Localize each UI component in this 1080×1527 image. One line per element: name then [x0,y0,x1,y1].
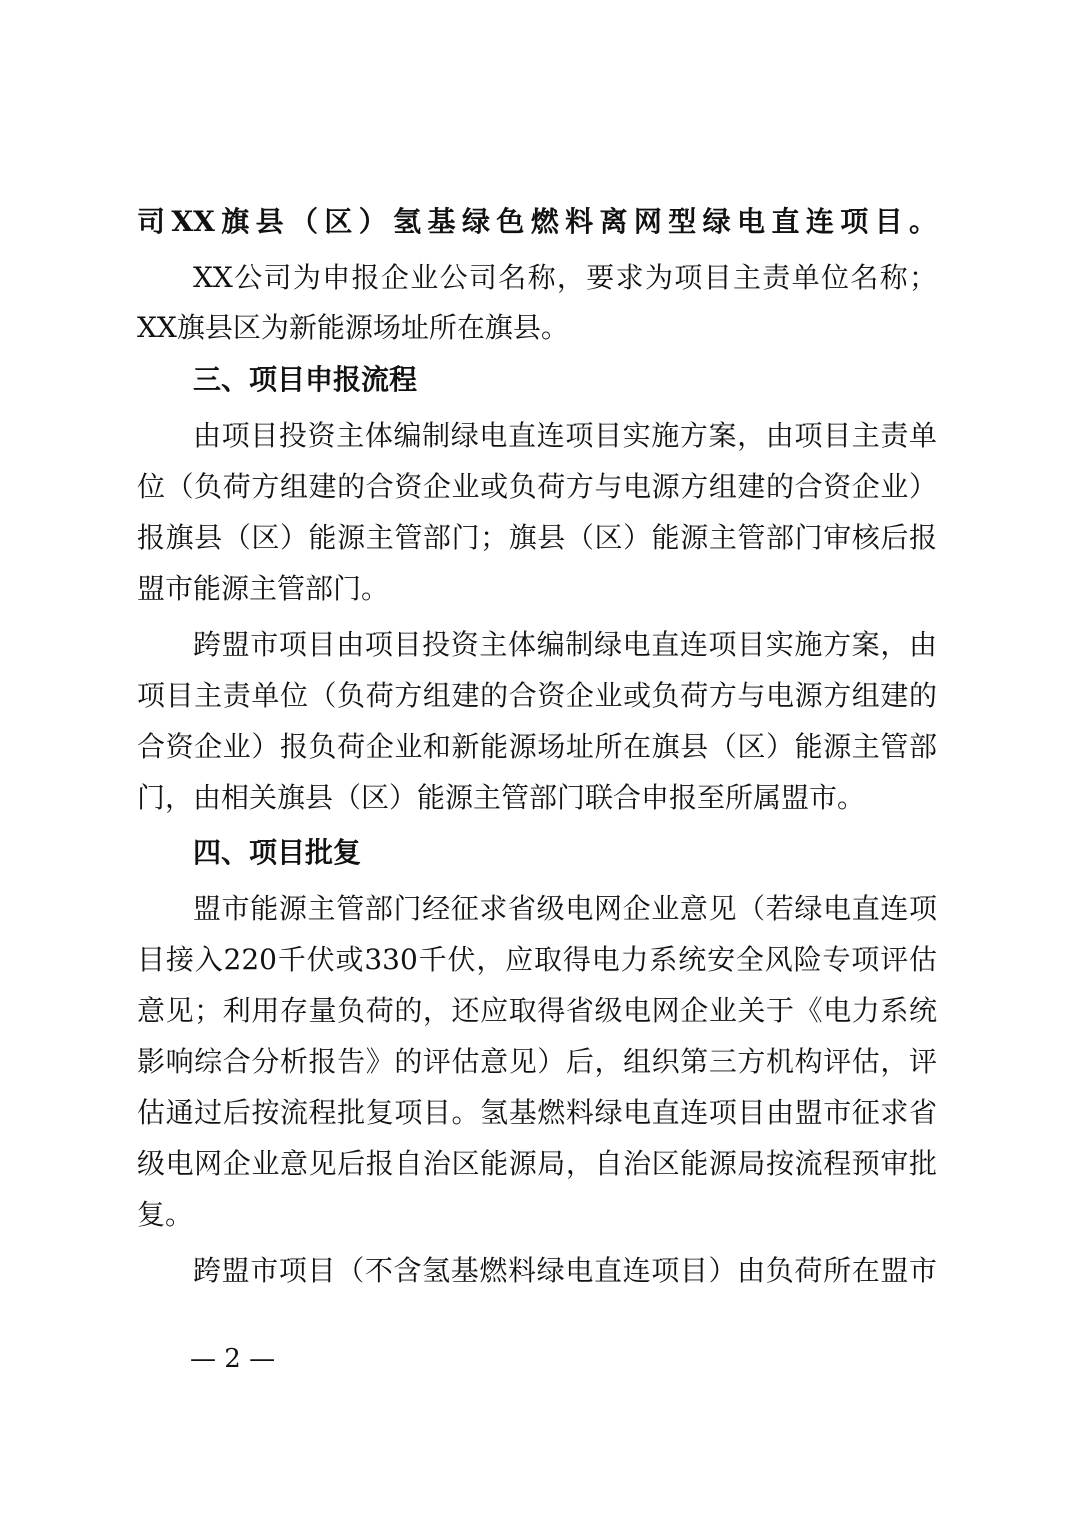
paragraph-line: 意见；利用存量负荷的，还应取得省级电网企业关于《电力系统 [137,994,937,1027]
paragraph-line: XX公司为申报企业公司名称，要求为项目主责单位名称； [193,261,937,294]
page-number: — 2 — [190,1344,276,1374]
paragraph-line: 跨盟市项目由项目投资主体编制绿电直连项目实施方案，由 [193,628,937,661]
paragraph-line: 影响综合分析报告》的评估意见）后，组织第三方机构评估，评 [137,1045,937,1078]
paragraph-line: XX旗县区为新能源场址所在旗县。 [137,311,569,344]
paragraph-line: 目接入220千伏或330千伏，应取得电力系统安全风险专项评估 [137,943,937,976]
paragraph-line: 项目主责单位（负荷方组建的合资企业或负荷方与电源方组建的 [137,679,937,712]
paragraph-line: 合资企业）报负荷企业和新能源场址所在旗县（区）能源主管部 [137,730,937,763]
paragraph-line-continuation: 司XX旗县（区）氢基绿色燃料离网型绿电直连项目。 [137,205,937,238]
paragraph-line: 盟市能源主管部门经征求省级电网企业意见（若绿电直连项 [193,892,937,925]
paragraph-line: 级电网企业意见后报自治区能源局，自治区能源局按流程预审批 [137,1147,937,1180]
paragraph-line: 位（负荷方组建的合资企业或负荷方与电源方组建的合资企业） [137,470,937,503]
paragraph-line: 由项目投资主体编制绿电直连项目实施方案，由项目主责单 [193,419,937,452]
section-heading-3: 三、项目申报流程 [193,363,418,396]
paragraph-line: 门，由相关旗县（区）能源主管部门联合申报至所属盟市。 [137,781,866,814]
paragraph-line: 盟市能源主管部门。 [137,572,390,605]
paragraph-line: 报旗县（区）能源主管部门；旗县（区）能源主管部门审核后报 [137,521,937,554]
section-heading-4: 四、项目批复 [193,836,362,869]
paragraph-line: 估通过后按流程批复项目。氢基燃料绿电直连项目由盟市征求省 [137,1096,937,1129]
paragraph-line: 跨盟市项目（不含氢基燃料绿电直连项目）由负荷所在盟市 [193,1254,937,1287]
paragraph-line: 复。 [137,1198,194,1231]
